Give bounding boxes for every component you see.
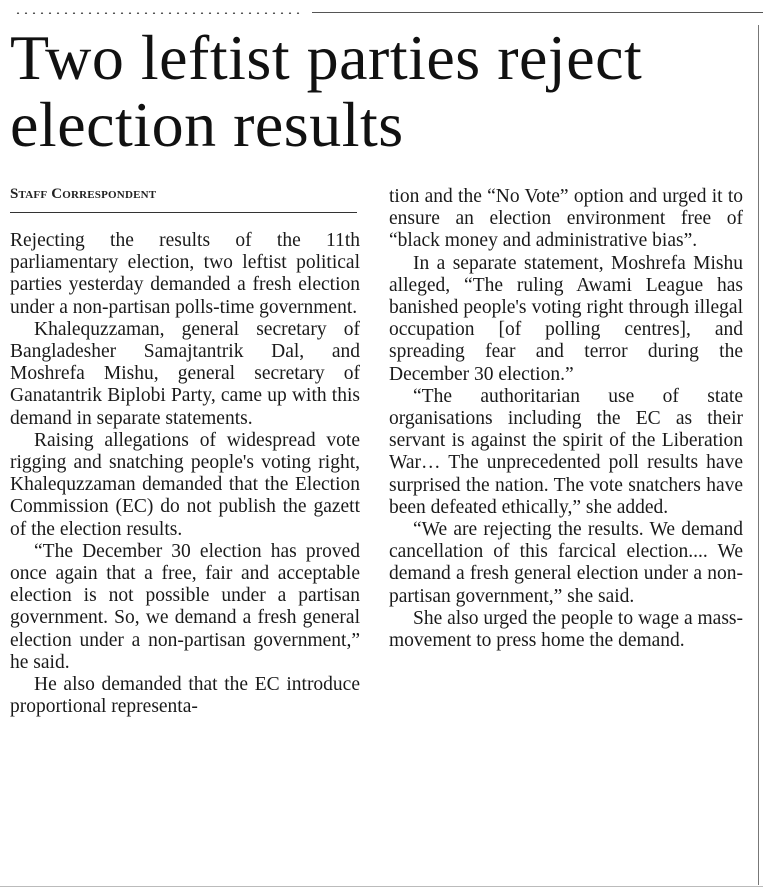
article-column-left [10, 230, 360, 718]
paragraph: Raising allegations of widespread vote rigging and snatching people's voting right, Khalequzzaman demanded that the Election Commission (EC) do not publish the gazett of the election results. [10, 429, 360, 540]
article-column-right [389, 186, 743, 652]
solid-rule [312, 12, 763, 13]
paragraph: Rejecting the results of the 11th parliamentary election, two leftist political parties yesterday demanded a fresh election under a non-partisan polls-time government. [10, 230, 360, 318]
paragraph: He also demanded that the EC introduce proportional representa- [10, 674, 360, 718]
paragraph: “We are rejecting the results. We demand cancellation of this farcical election.... We demand a fresh general election under a non-partisan government,” she said. [389, 519, 743, 607]
column-border [758, 25, 759, 885]
paragraph: Khalequzzaman, general secretary of Bangladesher Samajtantrik Dal, and Moshrefa Mishu, general secretary of Ganatantrik Biplobi Party, came up with this demand in separate statements. [10, 318, 360, 429]
headline: Two leftist parties reject election results [10, 22, 643, 160]
bottom-border [0, 886, 763, 887]
byline: Staff Correspondent [10, 186, 157, 202]
paragraph: She also urged the people to wage a mass-movement to press home the demand. [389, 607, 743, 652]
paragraph: “The December 30 election has proved once again that a free, fair and acceptable election is not possible under a partisan government. So, we demand a fresh general election under a non-partisan government,” he said. [10, 540, 360, 673]
paragraph: “The authoritarian use of state organisations including the EC as their servant is against the spirit of the Liberation War… The unprecedented poll results have surprised the nation. The vote snatchers have been defeated ethically,” she added. [389, 385, 743, 518]
paragraph: In a separate statement, Moshrefa Mishu alleged, “The ruling Awami League has banished people's voting right through illegal occupation [of polling centres], and spreading fear and terror during the December 30 election.” [389, 252, 743, 385]
paragraph: tion and the “No Vote” option and urged it to ensure an election environment free of “black money and administrative bias”. [389, 186, 743, 252]
byline-rule [10, 212, 357, 213]
dotted-rule [14, 12, 304, 14]
top-rule [0, 6, 763, 9]
